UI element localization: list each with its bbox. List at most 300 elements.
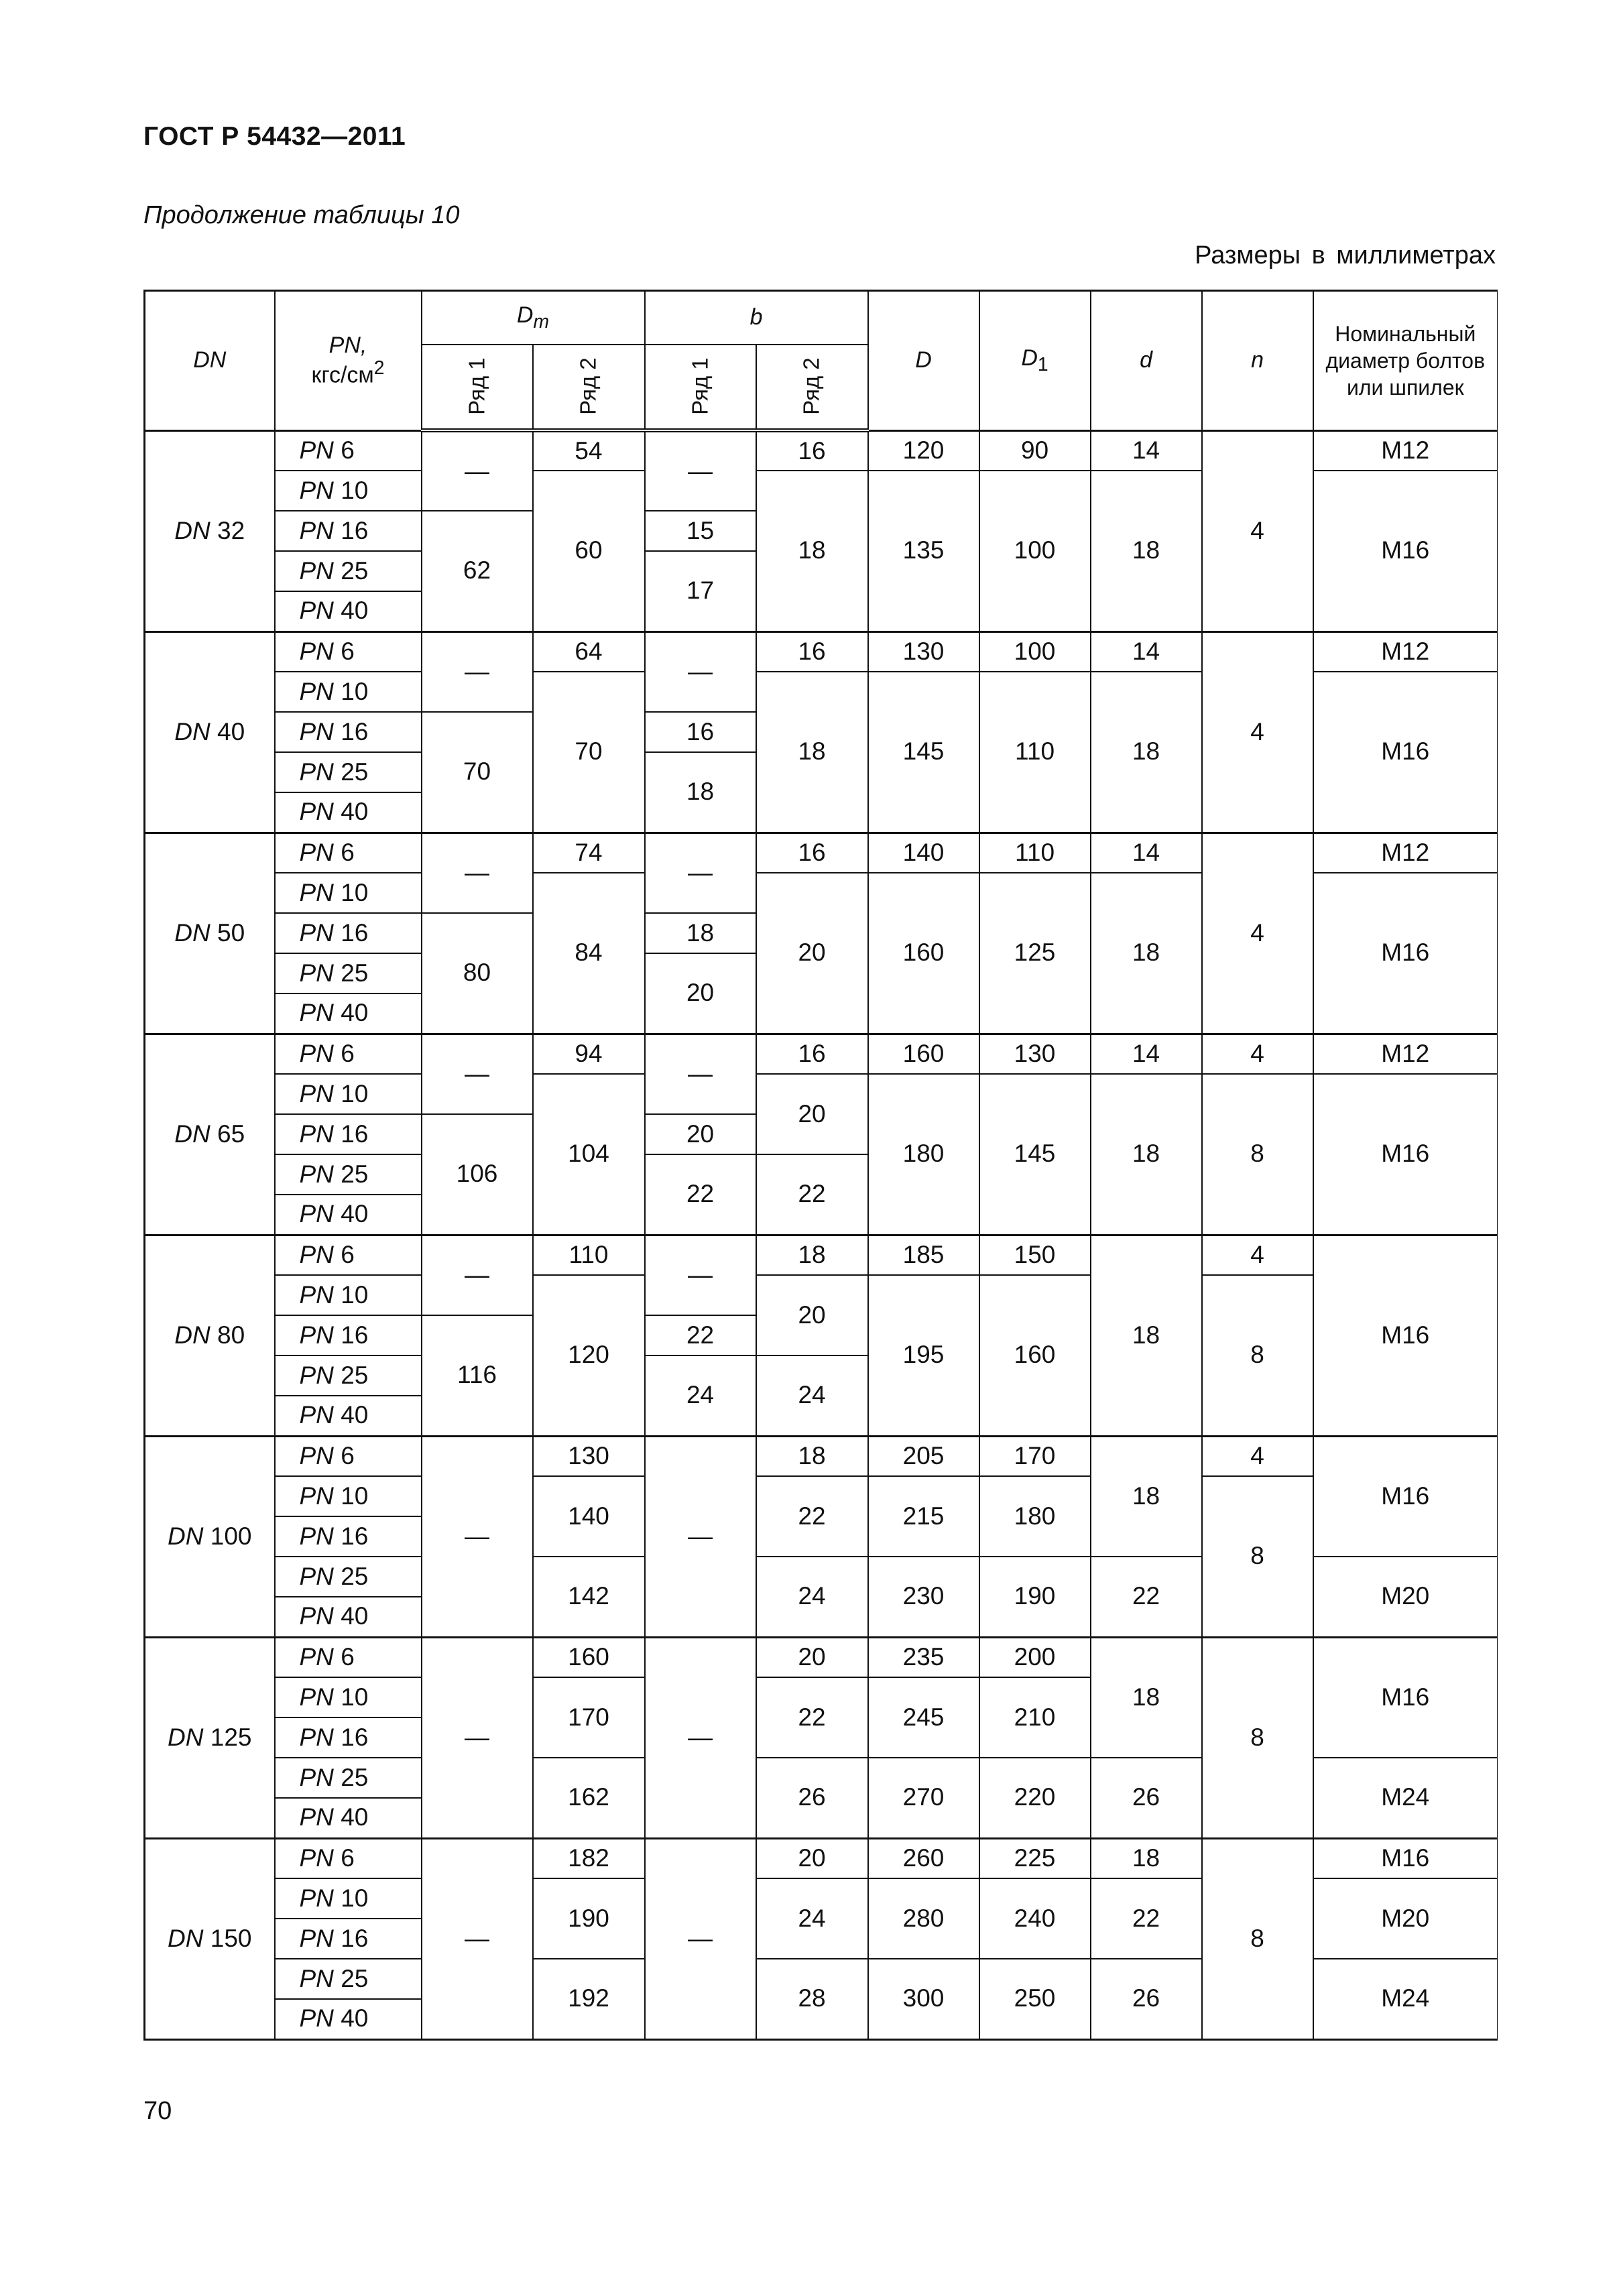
dm2-cell: 84: [533, 873, 645, 1034]
dm1-cell: 70: [422, 712, 533, 833]
header-dm-row1: [422, 345, 533, 430]
d-cell: 18: [1091, 873, 1202, 1034]
bolt-cell: M24: [1313, 1758, 1498, 1838]
d-cell: 22: [1091, 1557, 1202, 1637]
pn-cell: [275, 1355, 422, 1396]
pn-value: 40: [341, 1200, 369, 1228]
pn-cell: [275, 591, 422, 631]
pn-cell: [275, 1154, 422, 1195]
pn-prefix: PN: [299, 1482, 334, 1510]
header-b-row2: [756, 345, 868, 430]
pn-cell: [275, 913, 422, 953]
dn-cell: [145, 631, 275, 833]
pn-cell: [275, 1396, 422, 1436]
pn-value: 10: [341, 677, 369, 705]
pn-prefix: PN: [299, 556, 334, 585]
D1-cell: 210: [979, 1677, 1091, 1758]
dm1-cell: —: [422, 430, 533, 511]
dn-cell: [145, 1436, 275, 1637]
pn-value: 16: [341, 1924, 369, 1952]
D1-cell: 130: [979, 1034, 1091, 1074]
n-cell: 4: [1202, 631, 1313, 833]
pn-cell: [275, 1516, 422, 1557]
bolt-cell: M12: [1313, 833, 1498, 873]
pn-prefix: PN: [299, 1683, 334, 1711]
pn-prefix: PN: [299, 1602, 334, 1630]
b1-cell: —: [645, 430, 756, 511]
D1-cell: 150: [979, 1235, 1091, 1275]
n-cell: 4: [1202, 430, 1313, 631]
b1-cell: 17: [645, 551, 756, 631]
pn-prefix: PN: [299, 2004, 334, 2033]
header-b-row1: [645, 345, 756, 430]
D1-cell: 180: [979, 1476, 1091, 1557]
bolt-cell: M24: [1313, 1959, 1498, 2039]
pn-value: 25: [341, 1562, 369, 1590]
pn-cell: [275, 1074, 422, 1114]
dm1-cell: —: [422, 1034, 533, 1114]
bolt-cell: M12: [1313, 430, 1498, 471]
b1-cell: 20: [645, 1114, 756, 1154]
pn-cell: [275, 712, 422, 752]
pn-value: 25: [341, 1160, 369, 1188]
dn-value: 50: [217, 918, 245, 947]
dn-prefix: DN: [168, 1723, 204, 1751]
b1-cell: 22: [645, 1315, 756, 1355]
b2-cell: 20: [756, 873, 868, 1034]
b2-cell: 22: [756, 1476, 868, 1557]
b2-cell: 24: [756, 1557, 868, 1637]
pn-value: 25: [341, 758, 369, 786]
table-row: [145, 430, 1498, 471]
header-dm-row2: [533, 345, 645, 430]
pn-value: 40: [341, 597, 369, 625]
D-cell: 245: [868, 1677, 979, 1758]
dn-value: 32: [217, 516, 245, 544]
dm2-cell: 140: [533, 1476, 645, 1557]
D1-cell: 240: [979, 1878, 1091, 1959]
dn-value: 40: [217, 717, 245, 745]
pn-cell: [275, 1838, 422, 1878]
b2-cell: 24: [756, 1355, 868, 1436]
pn-cell: [275, 1315, 422, 1355]
d-cell: 18: [1091, 1838, 1202, 1878]
b1-cell: —: [645, 631, 756, 712]
D-cell: 205: [868, 1436, 979, 1476]
D-cell: 140: [868, 833, 979, 873]
D1-cell: 220: [979, 1758, 1091, 1838]
dn-prefix: DN: [174, 1321, 211, 1349]
pn-cell: [275, 1919, 422, 1959]
pn-cell: [275, 1235, 422, 1275]
d-cell: 26: [1091, 1758, 1202, 1838]
pn-value: 25: [341, 556, 369, 585]
pn-value: 16: [341, 1120, 369, 1148]
dm1-cell: 62: [422, 511, 533, 631]
dn-value: 150: [210, 1924, 252, 1952]
dm2-cell: 160: [533, 1637, 645, 1677]
header-pn-unit-exp: 2: [373, 357, 385, 379]
header-dn: DN: [145, 291, 275, 431]
pn-value: 10: [341, 476, 369, 504]
dm2-cell: 54: [533, 430, 645, 471]
dm1-cell: —: [422, 631, 533, 712]
pn-value: 40: [341, 798, 369, 826]
b2-cell: 20: [756, 1838, 868, 1878]
dn-prefix: DN: [174, 1120, 211, 1148]
d-cell: 18: [1091, 1235, 1202, 1436]
pn-prefix: PN: [299, 1200, 334, 1228]
pn-prefix: PN: [299, 838, 334, 866]
dm1-cell: —: [422, 1637, 533, 1838]
table-row: [145, 1275, 1498, 1315]
dn-value: 80: [217, 1321, 245, 1349]
header-pn-unit: кгс/см: [311, 362, 374, 388]
pn-value: 6: [341, 1844, 355, 1872]
pn-value: 40: [341, 1803, 369, 1831]
header-b-row1-label: Ряд 1: [687, 357, 713, 416]
b2-cell: 16: [756, 631, 868, 672]
header-dm-row1-label: Ряд 1: [464, 357, 489, 416]
bolt-cell: M16: [1313, 672, 1498, 833]
header-dm-base: D: [516, 302, 534, 328]
b1-cell: 20: [645, 953, 756, 1034]
pn-prefix: PN: [299, 1522, 334, 1550]
D-cell: 270: [868, 1758, 979, 1838]
pn-value: 25: [341, 1361, 369, 1389]
dm2-cell: 104: [533, 1074, 645, 1235]
dm2-cell: 64: [533, 631, 645, 672]
D1-cell: 100: [979, 631, 1091, 672]
dm2-cell: 170: [533, 1677, 645, 1758]
pn-cell: [275, 1195, 422, 1235]
b2-cell: 16: [756, 833, 868, 873]
bolt-cell: M16: [1313, 1074, 1498, 1235]
pn-value: 6: [341, 1240, 355, 1268]
b2-cell: 20: [756, 1637, 868, 1677]
pn-prefix: PN: [299, 918, 334, 947]
pn-cell: [275, 1717, 422, 1758]
pn-cell: [275, 953, 422, 993]
pn-prefix: PN: [299, 1321, 334, 1349]
D-cell: 230: [868, 1557, 979, 1637]
D-cell: 145: [868, 672, 979, 833]
dn-cell: [145, 1235, 275, 1436]
bolt-cell: M12: [1313, 631, 1498, 672]
D-cell: 185: [868, 1235, 979, 1275]
bolt-cell: M16: [1313, 471, 1498, 631]
D1-cell: 225: [979, 1838, 1091, 1878]
dn-prefix: DN: [168, 1522, 204, 1550]
pn-cell: [275, 1959, 422, 1999]
bolt-cell: M16: [1313, 873, 1498, 1034]
D1-cell: 100: [979, 471, 1091, 631]
b2-cell: 18: [756, 1235, 868, 1275]
pn-cell: [275, 1557, 422, 1597]
header-D1-sub: 1: [1037, 353, 1048, 375]
flange-table-wrap: [143, 290, 1498, 2079]
pn-prefix: PN: [299, 959, 334, 987]
b1-cell: 16: [645, 712, 756, 752]
dm1-cell: 116: [422, 1315, 533, 1436]
pn-cell: [275, 430, 422, 471]
pn-prefix: PN: [299, 1240, 334, 1268]
table-row: [145, 1074, 1498, 1114]
pn-prefix: PN: [299, 516, 334, 544]
pn-value: 6: [341, 436, 355, 464]
bolt-cell: M16: [1313, 1436, 1498, 1557]
pn-cell: [275, 551, 422, 591]
header-dm: [422, 291, 645, 345]
pn-prefix: PN: [299, 1723, 334, 1751]
n-cell: 8: [1202, 1275, 1313, 1436]
D-cell: 180: [868, 1074, 979, 1235]
flange-dimensions-table: [143, 290, 1498, 2041]
pn-cell: [275, 873, 422, 913]
pn-cell: [275, 1034, 422, 1074]
pn-cell: [275, 1999, 422, 2039]
pn-value: 16: [341, 717, 369, 745]
dn-cell: [145, 1637, 275, 1838]
dm2-cell: 130: [533, 1436, 645, 1476]
pn-value: 40: [341, 999, 369, 1027]
d-cell: 14: [1091, 833, 1202, 873]
dn-cell: [145, 833, 275, 1034]
D-cell: 120: [868, 430, 979, 471]
pn-prefix: PN: [299, 677, 334, 705]
pn-cell: [275, 792, 422, 833]
D-cell: 135: [868, 471, 979, 631]
table-caption: Продолжение таблицы 10: [143, 201, 460, 229]
pn-cell: [275, 511, 422, 551]
header-dm-row2-label: Ряд 2: [575, 357, 601, 416]
dm2-cell: 182: [533, 1838, 645, 1878]
dm1-cell: 106: [422, 1114, 533, 1235]
pn-prefix: PN: [299, 1844, 334, 1872]
dn-prefix: DN: [174, 516, 211, 544]
pn-cell: [275, 1597, 422, 1637]
D1-cell: 110: [979, 833, 1091, 873]
D1-cell: 190: [979, 1557, 1091, 1637]
b2-cell: 28: [756, 1959, 868, 2039]
dm2-cell: 74: [533, 833, 645, 873]
dn-prefix: DN: [174, 918, 211, 947]
n-cell: 4: [1202, 833, 1313, 1034]
pn-value: 40: [341, 2004, 369, 2033]
pn-prefix: PN: [299, 1964, 334, 1992]
pn-cell: [275, 1275, 422, 1315]
pn-cell: [275, 752, 422, 792]
b2-cell: 20: [756, 1074, 868, 1154]
header-b-row2-label: Ряд 2: [798, 357, 824, 416]
D1-cell: 110: [979, 672, 1091, 833]
D-cell: 195: [868, 1275, 979, 1436]
dm2-cell: 120: [533, 1275, 645, 1436]
d-cell: 18: [1091, 672, 1202, 833]
pn-value: 40: [341, 1401, 369, 1429]
pn-prefix: PN: [299, 637, 334, 665]
b2-cell: 26: [756, 1758, 868, 1838]
dm1-cell: 80: [422, 913, 533, 1034]
pn-prefix: PN: [299, 1924, 334, 1952]
page-number: 70: [143, 2097, 172, 2125]
bolt-cell: M20: [1313, 1878, 1498, 1959]
dm2-cell: 60: [533, 471, 645, 631]
b1-cell: —: [645, 1034, 756, 1114]
D-cell: 215: [868, 1476, 979, 1557]
d-cell: 18: [1091, 1074, 1202, 1235]
pn-prefix: PN: [299, 1079, 334, 1107]
document-header: ГОСТ Р 54432—2011: [143, 122, 406, 151]
d-cell: 14: [1091, 430, 1202, 471]
D1-cell: 170: [979, 1436, 1091, 1476]
pn-cell: [275, 1798, 422, 1838]
bolt-cell: M16: [1313, 1235, 1498, 1436]
b2-cell: 18: [756, 471, 868, 631]
n-cell: 8: [1202, 1074, 1313, 1235]
table-row: [145, 631, 1498, 672]
dn-value: 125: [210, 1723, 252, 1751]
b1-cell: —: [645, 1235, 756, 1315]
d-cell: 14: [1091, 631, 1202, 672]
header-D: D: [868, 291, 979, 431]
pn-prefix: PN: [299, 1441, 334, 1469]
pn-value: 25: [341, 1964, 369, 1992]
pn-cell: [275, 672, 422, 712]
table-row: [145, 1235, 1498, 1275]
pn-cell: [275, 1758, 422, 1798]
pn-prefix: PN: [299, 1361, 334, 1389]
bolt-cell: M16: [1313, 1637, 1498, 1758]
D-cell: 260: [868, 1838, 979, 1878]
bolt-cell: M20: [1313, 1557, 1498, 1637]
dm1-cell: —: [422, 833, 533, 913]
b2-cell: 18: [756, 672, 868, 833]
b2-cell: 22: [756, 1677, 868, 1758]
pn-cell: [275, 1677, 422, 1717]
n-cell: 4: [1202, 1436, 1313, 1476]
pn-value: 10: [341, 1079, 369, 1107]
pn-prefix: PN: [299, 717, 334, 745]
D-cell: 130: [868, 631, 979, 672]
bolt-cell: M16: [1313, 1838, 1498, 1878]
pn-value: 6: [341, 637, 355, 665]
dn-value: 100: [210, 1522, 252, 1550]
pn-cell: [275, 1114, 422, 1154]
pn-prefix: PN: [299, 1160, 334, 1188]
pn-cell: [275, 1476, 422, 1516]
dm1-cell: —: [422, 1436, 533, 1637]
pn-value: 10: [341, 1884, 369, 1912]
pn-cell: [275, 631, 422, 672]
b1-cell: 22: [645, 1154, 756, 1235]
D-cell: 300: [868, 1959, 979, 2039]
pn-prefix: PN: [299, 1884, 334, 1912]
D1-cell: 125: [979, 873, 1091, 1034]
pn-cell: [275, 1436, 422, 1476]
pn-value: 16: [341, 918, 369, 947]
table-row: [145, 1476, 1498, 1516]
table-body: [145, 430, 1498, 2039]
pn-cell: [275, 471, 422, 511]
dn-cell: [145, 1838, 275, 2039]
pn-value: 10: [341, 878, 369, 906]
pn-value: 10: [341, 1482, 369, 1510]
n-cell: 4: [1202, 1235, 1313, 1275]
header-dm-sub: m: [533, 310, 550, 333]
pn-prefix: PN: [299, 758, 334, 786]
dm1-cell: —: [422, 1838, 533, 2039]
dm2-cell: 190: [533, 1878, 645, 1959]
D1-cell: 200: [979, 1637, 1091, 1677]
pn-prefix: PN: [299, 1039, 334, 1067]
dn-cell: [145, 430, 275, 631]
d-cell: 26: [1091, 1959, 1202, 2039]
n-cell: 8: [1202, 1637, 1313, 1838]
b2-cell: 22: [756, 1154, 868, 1235]
header-pn-label: PN,: [328, 332, 367, 358]
pn-prefix: PN: [299, 597, 334, 625]
pn-value: 6: [341, 1039, 355, 1067]
d-cell: 18: [1091, 1436, 1202, 1557]
pn-prefix: PN: [299, 1401, 334, 1429]
b2-cell: 24: [756, 1878, 868, 1959]
d-cell: 18: [1091, 471, 1202, 631]
D1-cell: 145: [979, 1074, 1091, 1235]
D1-cell: 250: [979, 1959, 1091, 2039]
b1-cell: 24: [645, 1355, 756, 1436]
dn-cell: [145, 1034, 275, 1235]
dm2-cell: 70: [533, 672, 645, 833]
header-d: d: [1091, 291, 1202, 431]
pn-cell: [275, 1878, 422, 1919]
b1-cell: —: [645, 1838, 756, 2039]
dn-prefix: DN: [168, 1924, 204, 1952]
pn-value: 16: [341, 1522, 369, 1550]
pn-cell: [275, 833, 422, 873]
bolt-cell: M12: [1313, 1034, 1498, 1074]
n-cell: 8: [1202, 1476, 1313, 1637]
dm2-cell: 162: [533, 1758, 645, 1838]
b1-cell: —: [645, 1637, 756, 1838]
d-cell: 22: [1091, 1878, 1202, 1959]
pn-prefix: PN: [299, 1763, 334, 1791]
pn-prefix: PN: [299, 476, 334, 504]
n-cell: 8: [1202, 1838, 1313, 2039]
pn-prefix: PN: [299, 1120, 334, 1148]
pn-prefix: PN: [299, 878, 334, 906]
table-row: [145, 1034, 1498, 1074]
pn-value: 25: [341, 1763, 369, 1791]
b1-cell: —: [645, 833, 756, 913]
table-row: [145, 1436, 1498, 1476]
header-n: n: [1202, 291, 1313, 431]
pn-value: 40: [341, 1602, 369, 1630]
b1-cell: 18: [645, 913, 756, 953]
D1-cell: 90: [979, 430, 1091, 471]
pn-prefix: PN: [299, 1280, 334, 1309]
header-pn: [275, 291, 422, 431]
header-bolt-diameter: Номинальный диаметр болтов или шпилек: [1313, 291, 1498, 431]
table-row: [145, 1637, 1498, 1677]
dm1-cell: —: [422, 1235, 533, 1315]
pn-value: 16: [341, 1723, 369, 1751]
pn-value: 25: [341, 959, 369, 987]
d-cell: 14: [1091, 1034, 1202, 1074]
pn-prefix: PN: [299, 436, 334, 464]
header-D1-base: D: [1021, 345, 1038, 371]
b1-cell: 18: [645, 752, 756, 833]
